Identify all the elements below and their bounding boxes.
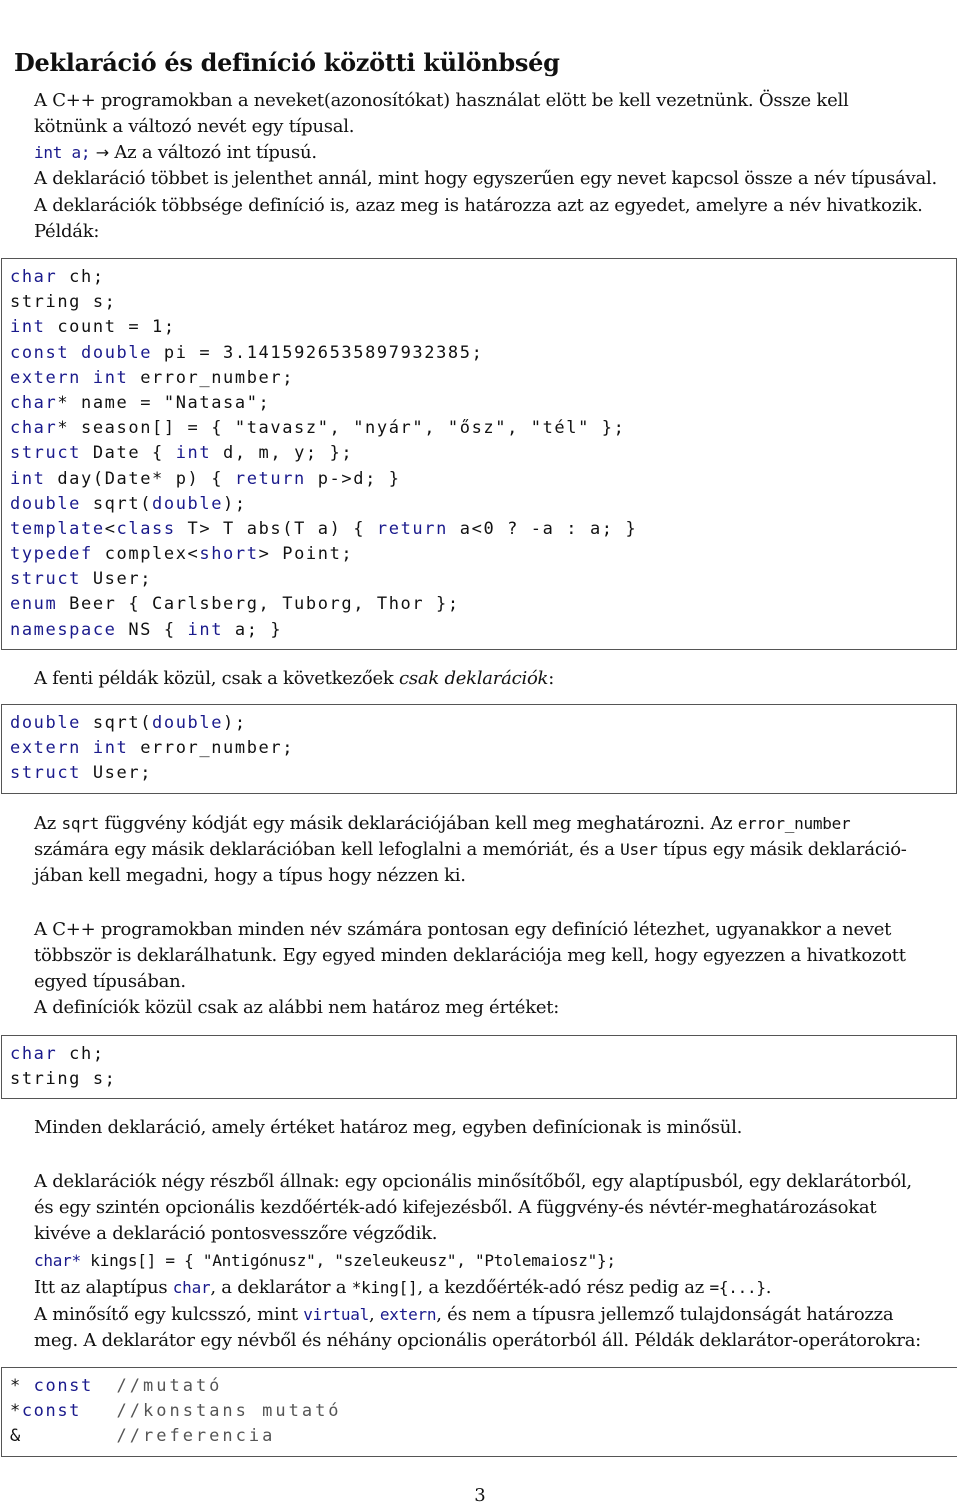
code-examples-line: struct Date { int d, m, y; }; — [10, 443, 354, 464]
para-def-line-1: A C++ programokban minden név számára pontosan egy definíció létezhet, ugyanakkor a nevet — [34, 919, 892, 940]
code-declarations-line: double sqrt(double); — [10, 713, 247, 733]
code-declarations-line: struct User; — [10, 763, 153, 784]
para-sqrt-line-3 — [34, 863, 466, 889]
para-parts-line-2: és egy szintén opcionális kezdőérték-adó kifejezésből. A függvény-és névtér-meghatározásokat — [34, 1197, 877, 1218]
para-declarations — [34, 666, 554, 692]
code-listing-examples — [1, 258, 957, 650]
code-listing-operators — [1, 1367, 957, 1457]
para-sqrt-line-1 — [34, 811, 850, 837]
para-sqrt-b: függvény kódját egy másik deklarációjában kell meg meghatározni. Az — [99, 813, 738, 834]
para-parts-line-5 — [34, 1275, 771, 1301]
code-examples-line: struct User; — [10, 569, 153, 590]
intro-line-3-text: Az a változó int típusú. — [114, 142, 317, 163]
code-examples-line: typedef complex<short> Point; — [10, 544, 354, 565]
code-examples-line: extern int error_number; — [10, 367, 295, 388]
code-kings-keyword: char* — [34, 1251, 81, 1270]
page-number: 3 — [474, 1485, 486, 1506]
code-examples-line: int count = 1; — [10, 317, 176, 338]
code-examples-line: string s; — [10, 292, 117, 313]
code-kings-rest: kings[] = { "Antigónusz", "szeleukeusz", "Ptolemaiosz"}; — [80, 1251, 616, 1270]
code-extern: extern — [379, 1305, 437, 1324]
para-sqrt-d-cont: jában kell megadni, hogy a típus hogy nézzen ki. — [34, 865, 466, 886]
para-parts-line-7: meg. A deklarátor egy névből és néhány opcionális operátorból áll. Példák deklarátor-operátorokra: — [34, 1330, 921, 1351]
para-def-line-2: többször is deklarálhatunk. Egy egyed minden deklarációja meg kell, hogy egyezzen a hivatkozott — [34, 945, 906, 966]
para-sqrt-a: Az — [34, 813, 62, 834]
l5-a: Itt az alaptípus — [34, 1277, 173, 1298]
para-def-line-3: egyed típusában. — [34, 971, 186, 992]
para-sqrt-c: számára egy másik deklarációban kell lefoglalni a memóriát, és a — [34, 839, 621, 860]
code-examples-line: int day(Date* p) { return p->d; } — [10, 468, 401, 489]
code-examples-line: namespace NS { int a; } — [10, 619, 283, 640]
code-init: ={...} — [709, 1278, 766, 1297]
code-no-value-line: char ch; — [10, 1044, 105, 1064]
para-parts-line-3: kivéve a deklaráció pontosvesszőre végződik. — [34, 1223, 438, 1244]
code-int-a: int a; — [34, 143, 91, 162]
code-listing-no-value — [1, 1035, 957, 1099]
code-examples-line: enum Beer { Carlsberg, Tuborg, Thor }; — [10, 594, 460, 615]
intro-line-2: kötnünk a változó nevét egy típusal. — [34, 116, 355, 137]
intro-line-4: A deklaráció többet is jelenthet annál, mint hogy egyszerűen egy nevet kapcsol össze a név típusával. — [34, 168, 937, 189]
para-declarations-emphasis: csak deklarációk — [399, 668, 549, 689]
para-minosul: Minden deklaráció, amely értéket határoz meg, egyben definícionak is minősül. — [34, 1117, 743, 1138]
code-user: User — [620, 840, 658, 859]
code-examples-line: char* season[] = { "tavasz", "nyár", "ősz", "tél" }; — [10, 418, 626, 439]
para-sqrt-d: típus egy másik deklaráció- — [657, 839, 907, 860]
para-declarations-text: A fenti példák közül, csak a következőek — [34, 668, 400, 689]
l5-c: , a kezdőérték-adó rész pedig az — [417, 1277, 710, 1298]
code-operators-line: & //referencia — [10, 1426, 276, 1447]
l6-a: A minősítő egy kulcsszó, mint — [34, 1304, 304, 1325]
code-no-value-line: string s; — [10, 1069, 117, 1090]
para-parts-line-6 — [34, 1302, 893, 1328]
intro-line-5: A deklarációk többsége definíció is, azaz meg is határozza azt az egyedet, amelyre a név hivatkozik. — [34, 195, 923, 216]
code-examples-line: template<class T> T abs(T a) { return a<0 ? -a : a; } — [10, 518, 638, 539]
code-examples-line: char ch; — [10, 267, 105, 287]
code-declarations-line: extern int error_number; — [10, 738, 295, 759]
code-kings — [34, 1248, 616, 1274]
code-examples-line: char* name = "Natasa"; — [10, 392, 271, 413]
intro-line-6: Példák: — [34, 221, 100, 242]
code-operators-line: *const //konstans mutató — [10, 1401, 342, 1422]
code-operators-line: * const //mutató — [10, 1376, 223, 1396]
l6-c: , és nem a típusra jellemző tulajdonságát határozza — [436, 1304, 894, 1325]
code-examples-line: double sqrt(double); — [10, 493, 247, 514]
section-title: Deklaráció és definíció közötti különbség — [14, 48, 560, 77]
arrow-icon: → — [95, 143, 109, 162]
code-king: *king[] — [351, 1278, 418, 1297]
l6-b: , — [368, 1304, 380, 1325]
code-virtual: virtual — [303, 1305, 369, 1324]
para-declarations-colon: : — [548, 668, 555, 689]
code-char: char — [172, 1278, 211, 1297]
para-parts-line-1: A deklarációk négy részből állnak: egy opcionális minősítőből, egy alaptípusból, egy deklarátorból, — [34, 1171, 912, 1192]
l5-d: . — [765, 1277, 772, 1298]
para-sqrt-line-2 — [34, 837, 907, 863]
intro-line-3 — [34, 140, 317, 166]
code-error-number: error_number — [737, 814, 851, 833]
para-def-line-4: A definíciók közül csak az alábbi nem határoz meg értéket: — [34, 997, 560, 1018]
l5-b: , a deklarátor a — [210, 1277, 352, 1298]
code-listing-declarations — [1, 704, 957, 794]
code-examples-line: const double pi = 3.1415926535897932385; — [10, 342, 484, 363]
code-sqrt: sqrt — [61, 814, 99, 833]
intro-line-1: A C++ programokban a neveket(azonosítókat) használat elött be kell vezetnünk. Össze kell — [34, 90, 849, 111]
